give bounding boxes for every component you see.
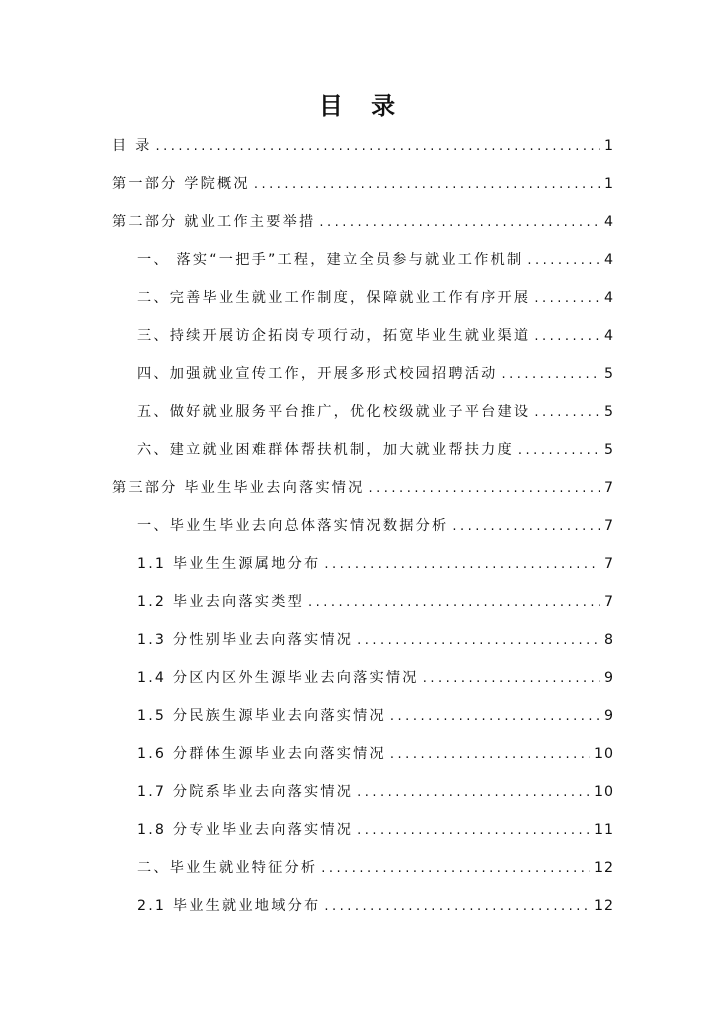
dot-leader (534, 323, 600, 351)
toc-entry-page: 12 (593, 898, 614, 914)
toc-entry-text: 1.3 分性别毕业去向落实情况 (137, 632, 354, 648)
toc-entry-text: 六、建立就业困难群体帮扶机制，加大就业帮扶力度 (137, 442, 514, 458)
toc-entry-text: 目 录 (112, 138, 152, 154)
dot-leader (423, 665, 600, 693)
dot-leader (254, 171, 600, 199)
toc-title: 目 录 (318, 91, 406, 120)
toc-entry-page: 5 (603, 366, 614, 382)
toc-entry-text: 1.5 分民族生源毕业去向落实情况 (137, 708, 386, 724)
toc-entry[interactable] (137, 284, 614, 312)
toc-entry-text: 1.7 分院系毕业去向落实情况 (137, 784, 354, 800)
toc-entry[interactable] (137, 246, 614, 274)
dot-leader (321, 855, 590, 883)
toc-entry[interactable] (137, 360, 614, 388)
toc-entry[interactable] (137, 436, 614, 464)
toc-entry[interactable] (112, 208, 614, 236)
toc-entry[interactable] (137, 512, 614, 540)
toc-entry-text: 二、完善毕业生就业工作制度，保障就业工作有序开展 (137, 290, 531, 306)
toc-entry-page: 4 (603, 290, 614, 306)
toc-entry-page: 7 (603, 518, 614, 534)
dot-leader (357, 817, 590, 845)
toc-entry[interactable] (112, 170, 614, 198)
toc-entry-page: 7 (603, 480, 614, 496)
toc-entry-page: 1 (603, 176, 614, 192)
toc-entry[interactable] (112, 474, 614, 502)
toc-entry-text: 2.1 毕业生就业地域分布 (137, 898, 321, 914)
toc-entry[interactable] (137, 854, 614, 882)
toc-entry-page: 7 (603, 594, 614, 610)
toc-entry-page: 4 (603, 252, 614, 268)
dot-leader (357, 627, 600, 655)
toc-entry-page: 1 (603, 138, 614, 154)
toc-entry-text: 1.6 分群体生源毕业去向落实情况 (137, 746, 386, 762)
toc-entry-text: 1.8 分专业毕业去向落实情况 (137, 822, 354, 838)
toc-entry-page: 4 (603, 214, 614, 230)
toc-entry-page: 4 (603, 328, 614, 344)
toc-entry[interactable] (137, 664, 614, 692)
dot-leader (357, 779, 590, 807)
toc-entry[interactable] (137, 778, 614, 806)
toc-entry-text: 1.4 分区内区外生源毕业去向落实情况 (137, 670, 419, 686)
dot-leader (324, 551, 600, 579)
toc-entry-page: 7 (603, 556, 614, 572)
dot-leader (156, 133, 600, 161)
dot-leader (534, 399, 600, 427)
dot-leader (452, 513, 600, 541)
dot-leader (518, 437, 600, 465)
toc-entry-text: 五、做好就业服务平台推广，优化校级就业子平台建设 (137, 404, 531, 420)
toc-entry-page: 5 (603, 442, 614, 458)
toc-entry[interactable] (137, 626, 614, 654)
dot-leader (324, 893, 590, 921)
dot-leader (527, 247, 600, 275)
dot-leader (319, 209, 600, 237)
toc-entry[interactable] (137, 816, 614, 844)
toc-entry-text: 第二部分 就业工作主要举措 (112, 214, 316, 230)
toc-entry[interactable] (137, 588, 614, 616)
toc-entry[interactable] (137, 322, 614, 350)
toc-entry[interactable] (137, 702, 614, 730)
toc-entry-text: 三、持续开展访企拓岗专项行动，拓宽毕业生就业渠道 (137, 328, 531, 344)
toc-entry-text: 四、加强就业宣传工作，开展多形式校园招聘活动 (137, 366, 498, 382)
dot-leader (390, 703, 600, 731)
toc-entry-text: 二、毕业生就业特征分析 (137, 860, 318, 876)
toc-entry[interactable] (137, 398, 614, 426)
toc-entry-text: 1.2 毕业去向落实类型 (137, 594, 304, 610)
toc-entry-page: 11 (593, 822, 614, 838)
dot-leader (369, 475, 600, 503)
toc-entry[interactable] (112, 132, 614, 160)
toc-entry-text: 第三部分 毕业生毕业去向落实情况 (112, 480, 365, 496)
toc-entry[interactable] (137, 550, 614, 578)
toc-entry[interactable] (137, 740, 614, 768)
toc-entry-page: 10 (593, 746, 614, 762)
toc-entry-text: 1.1 毕业生生源属地分布 (137, 556, 321, 572)
dot-leader (534, 285, 600, 313)
toc-entry-page: 9 (603, 670, 614, 686)
toc-entry-page: 9 (603, 708, 614, 724)
dot-leader (308, 589, 600, 617)
toc-entry-text: 一、 落实“一把手”工程，建立全员参与就业工作机制 (137, 252, 524, 268)
toc-entry-page: 10 (593, 784, 614, 800)
toc-entry-page: 5 (603, 404, 614, 420)
dot-leader (390, 741, 590, 769)
toc-entry-text: 第一部分 学院概况 (112, 176, 250, 192)
toc-entry-page: 12 (593, 860, 614, 876)
toc-entry-text: 一、毕业生毕业去向总体落实情况数据分析 (137, 518, 449, 534)
dot-leader (502, 361, 600, 389)
toc-entry[interactable] (137, 892, 614, 920)
toc-entry-page: 8 (603, 632, 614, 648)
